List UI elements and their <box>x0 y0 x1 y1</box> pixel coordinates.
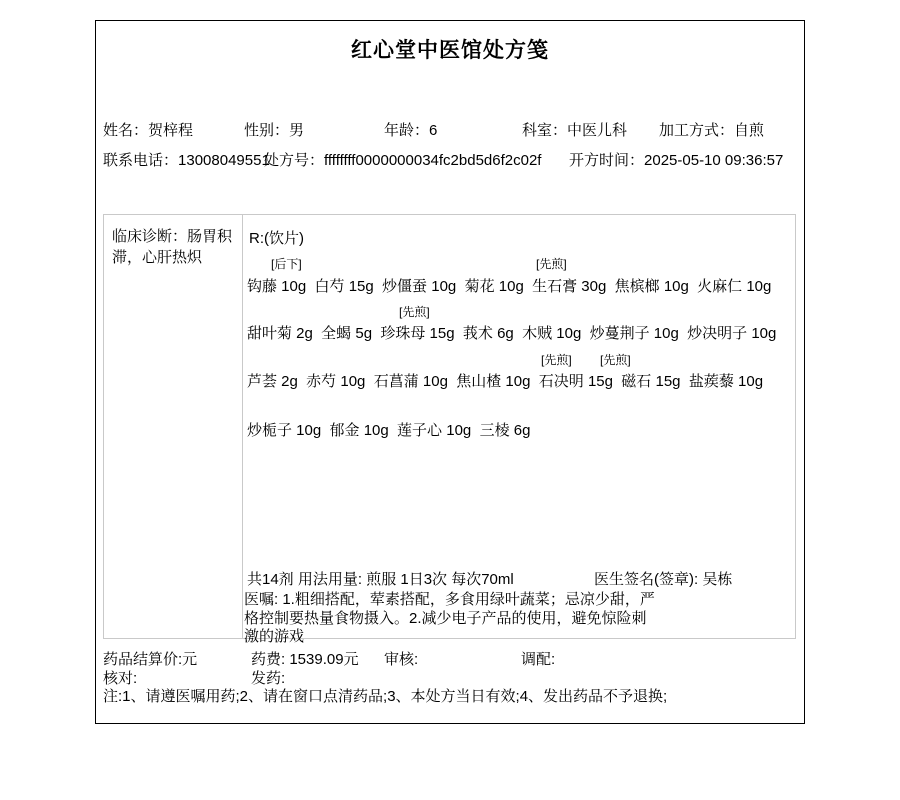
settlement-price-field: 药品结算价:元 <box>103 651 198 668</box>
patient-department-label: 科室： <box>522 122 568 139</box>
fee-label: 药费: <box>251 651 286 668</box>
notes-line: 注:1、请遵医嘱用药;2、请在窗口点清药品;3、本处方当日有效;4、发出药品不予退换; <box>103 688 668 705</box>
patient-age-field <box>384 119 437 140</box>
patient-gender-value: 男 <box>289 122 305 139</box>
prescription-sheet <box>95 20 805 724</box>
patient-name-field <box>103 119 193 140</box>
rx-number-label: 处方号： <box>264 152 325 169</box>
phone-value: 13008049551 <box>178 152 270 169</box>
patient-age-value: 6 <box>429 122 438 139</box>
dispense-field: 发药: <box>251 670 286 687</box>
rx-number-field <box>264 149 541 170</box>
dosage-instructions: 共14剂 用法用量: 煎服 1日3次 每次70ml <box>247 571 514 588</box>
decoction-annotation: [先煎] <box>541 353 572 367</box>
patient-age-label: 年龄： <box>384 122 430 139</box>
doctor-signature-field <box>594 568 732 589</box>
rx-number-value: ffffffff0000000034fc2bd5d6f2c02f <box>324 152 542 169</box>
medicine-line: 钩藤 10g 白芍 15g 炒僵蚕 10g 菊花 10g 生石膏 30g 焦槟榔 10g 火麻仁 10g <box>247 278 772 295</box>
processing-method-field <box>659 119 764 140</box>
patient-gender-label: 性别： <box>244 122 290 139</box>
medical-advice: 医嘱: 1.粗细搭配，荤素搭配，多食用绿叶蔬菜；忌凉少甜，严格控制要热量食物摄入。2.减少电子产品的使用，避免惊险刺激的游戏 <box>244 591 655 645</box>
review-field: 审核: <box>384 651 419 668</box>
medicine-line: 炒栀子 10g 郁金 10g 莲子心 10g 三棱 6g <box>247 422 531 439</box>
decoction-annotation: [先煎] <box>399 305 430 319</box>
compound-field: 调配: <box>521 651 556 668</box>
phone-field <box>103 149 270 170</box>
issue-time-value: 2025-05-10 09:36:57 <box>644 152 784 169</box>
rx-header: R:(饮片) <box>249 230 304 247</box>
processing-method-value: 自煎 <box>734 122 765 139</box>
processing-method-label: 加工方式： <box>659 122 735 139</box>
patient-department-value: 中医儿科 <box>567 122 628 139</box>
patient-name-value: 贺梓程 <box>148 122 194 139</box>
clinical-diagnosis: 临床诊断：肠胃积滞，心肝热炽 <box>112 228 233 266</box>
patient-gender-field <box>244 119 304 140</box>
prescription-box <box>103 214 796 645</box>
page-title: 红心堂中医馆处方笺 <box>351 39 549 62</box>
patient-department-field <box>522 119 627 140</box>
decoction-annotation: [先煎] <box>600 353 631 367</box>
issue-time-label: 开方时间： <box>569 152 645 169</box>
phone-label: 联系电话： <box>103 152 179 169</box>
doctor-signature-label: 医生签名(签章): <box>594 571 699 588</box>
fee-amount: 1539.09元 <box>289 651 359 668</box>
decoction-annotation: [先煎] <box>536 257 567 271</box>
issue-time-field <box>569 149 783 170</box>
fee-field <box>251 648 359 669</box>
check-field: 核对: <box>103 670 138 687</box>
medicine-line: 甜叶菊 2g 全蝎 5g 珍珠母 15g 莪术 6g 木贼 10g 炒蔓荆子 10g 炒决明子 10g <box>247 325 777 342</box>
diagnosis-cell <box>104 215 243 638</box>
medicine-line: 芦荟 2g 赤芍 10g 石菖蒲 10g 焦山楂 10g 石决明 15g 磁石 15g 盐蒺藜 10g <box>247 373 764 390</box>
decoction-annotation: [后下] <box>271 257 302 271</box>
patient-name-label: 姓名： <box>103 122 149 139</box>
doctor-name: 吴栋 <box>702 571 733 588</box>
